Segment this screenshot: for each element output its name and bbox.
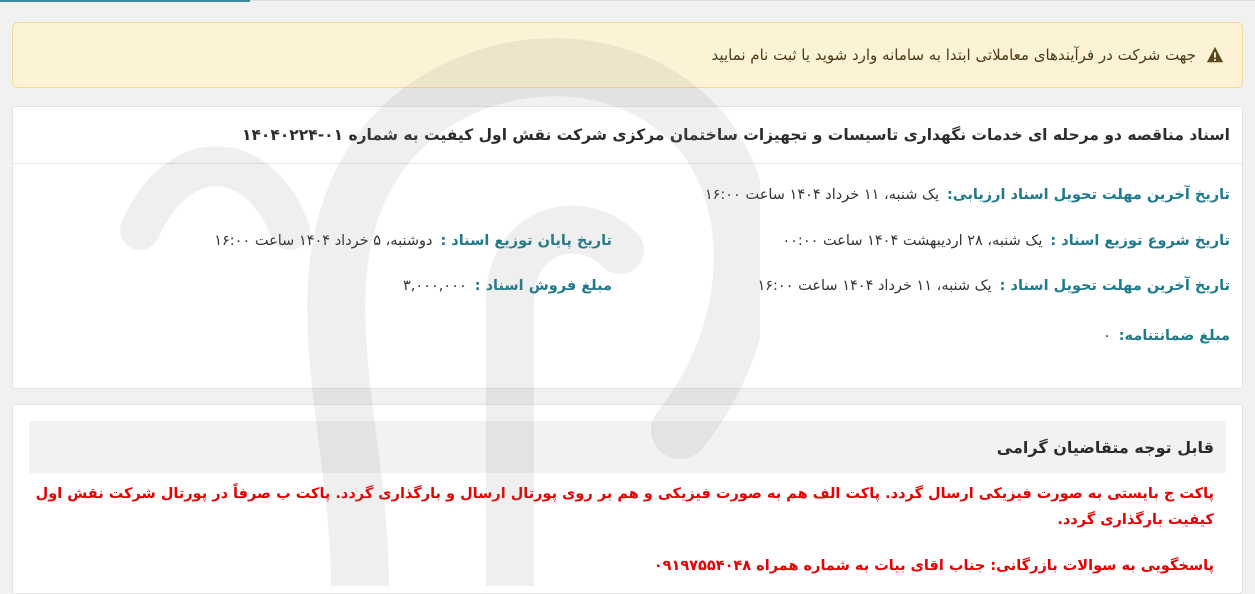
detail-value: دوشنبه، ۵ خرداد ۱۴۰۴ ساعت ۱۶:۰۰ <box>214 233 433 249</box>
detail-label: تاریخ آخرین مهلت تحویل اسناد ارزیابی: <box>947 187 1230 203</box>
detail-evaluation-deadline <box>705 187 1230 203</box>
detail-distribution-end <box>214 233 612 249</box>
detail-label: تاریخ شروع توزیع اسناد : <box>1050 233 1230 249</box>
login-alert <box>12 22 1243 88</box>
detail-submission-deadline <box>757 278 1230 294</box>
alert-text: جهت شرکت در فرآیندهای معاملاتی ابتدا به سامانه وارد شوید یا ثبت نام نمایید <box>711 46 1196 64</box>
detail-value: ۳,۰۰۰,۰۰۰ <box>403 278 467 294</box>
detail-guarantee-amount <box>1103 328 1230 344</box>
detail-document-price <box>403 278 612 294</box>
detail-label: مبلغ فروش اسناد : <box>474 278 612 294</box>
detail-label: مبلغ ضمانتنامه: <box>1118 328 1230 344</box>
warning-icon <box>1206 46 1224 64</box>
notice-contact-text: پاسخگویی به سوالات بازرگانی: جناب اقای بیات به شماره همراه ۰۹۱۹۷۵۵۴۰۴۸ <box>653 558 1214 574</box>
notice-heading: قابل توجه متقاضیان گرامی <box>29 421 1226 473</box>
tender-details-card <box>12 106 1243 389</box>
notice-packages-text: پاکت ج بایستی به صورت فیزیکی ارسال گردد. پاکت الف هم به صورت فیزیکی و هم بر روی پورتال ارسال و بارگذاری گردد. پاکت ب صرفاً در پورتال شرکت نقش اول کیفیت بارگذاری گردد. <box>35 486 1214 528</box>
detail-value: یک شنبه، ۱۱ خرداد ۱۴۰۴ ساعت ۱۶:۰۰ <box>704 187 939 203</box>
detail-label: تاریخ پایان توزیع اسناد : <box>440 233 612 249</box>
detail-value: یک شنبه، ۲۸ اردیبهشت ۱۴۰۴ ساعت ۰۰:۰۰ <box>782 233 1043 249</box>
tender-title: اسناد مناقصه دو مرحله ای خدمات نگهداری تاسیسات و تجهیزات ساختمان مرکزی شرکت نقش اول کیفیت به شماره ۰۱-۱۴۰۴۰۲۲۴ <box>13 107 1242 164</box>
active-tab-indicator <box>0 0 250 2</box>
detail-value: ۰ <box>1102 328 1111 344</box>
detail-distribution-start <box>782 233 1230 249</box>
notice-card <box>12 404 1243 594</box>
detail-value: یک شنبه، ۱۱ خرداد ۱۴۰۴ ساعت ۱۶:۰۰ <box>757 278 992 294</box>
detail-label: تاریخ آخرین مهلت تحویل اسناد : <box>999 278 1230 294</box>
